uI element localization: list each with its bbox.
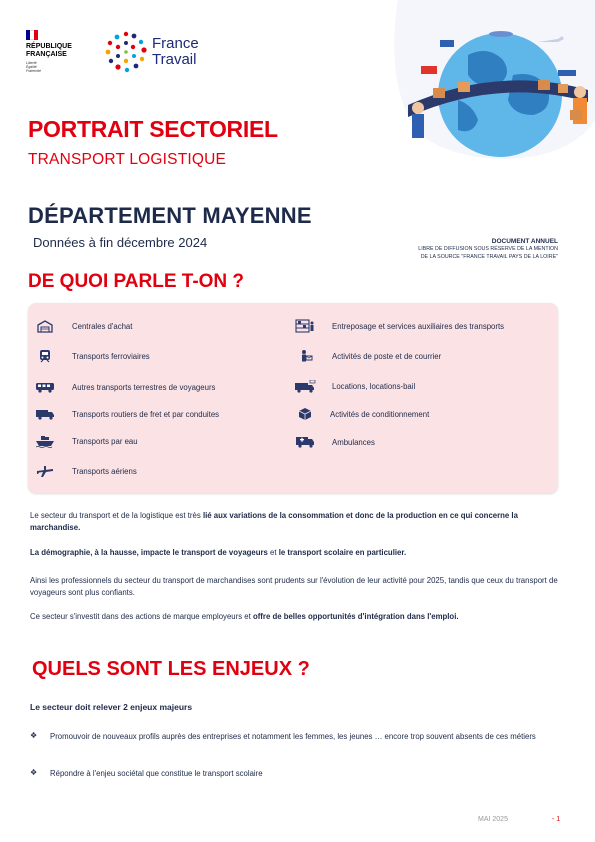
activity-label: Activités de poste et de courrier <box>332 351 442 361</box>
document-notice-line: LIBRE DE DIFFUSION SOUS RÉSERVE DE LA MENTION <box>418 246 558 252</box>
footer-date: MAI 2025 <box>478 816 508 823</box>
document-annual-title: DOCUMENT ANNUEL <box>491 238 558 245</box>
rental-truck-icon <box>294 379 316 393</box>
activity-item <box>294 435 375 449</box>
data-date-label: Données à fin décembre 2024 <box>33 235 208 250</box>
activity-item <box>294 407 429 421</box>
activity-item <box>294 379 415 393</box>
postman-icon <box>294 349 316 363</box>
activity-label: Locations, locations-bail <box>332 381 416 391</box>
ship-icon <box>34 434 56 448</box>
rf-name-line: FRANÇAISE <box>26 51 67 58</box>
challenge-text: Répondre à l'enjeu sociétal que constitue le transport scolaire <box>50 769 263 778</box>
bus-icon <box>34 380 56 394</box>
paragraph-sector-context: Le secteur du transport et de la logistique est très lié aux variations de la consommation et donc de la production en ce qui concerne la marchandise. <box>30 511 518 532</box>
activity-label: Autres transports terrestres de voyageurs <box>72 382 216 392</box>
package-icon <box>294 407 316 421</box>
ambulance-icon <box>294 435 316 449</box>
diamond-bullet-icon: ❖ <box>30 768 38 777</box>
section-title-challenges: QUELS SONT LES ENJEUX ? <box>32 658 310 680</box>
activity-item <box>34 380 215 394</box>
activity-label: Centrales d'achat <box>72 321 133 331</box>
page-title: PORTRAIT SECTORIEL <box>28 116 278 142</box>
activity-label: Activités de conditionnement <box>330 409 430 419</box>
warehouse-icon <box>34 319 56 333</box>
activity-item <box>294 319 504 333</box>
activity-label: Ambulances <box>332 437 375 447</box>
airplane-icon <box>34 464 56 478</box>
activity-item <box>34 349 150 363</box>
challenge-item <box>30 768 565 779</box>
france-travail-dots-icon <box>104 30 148 74</box>
challenges-intro: Le secteur doit relever 2 enjeux majeurs <box>30 702 193 712</box>
activity-item <box>294 349 441 363</box>
page-number: - 1 <box>552 816 561 823</box>
rf-motto: Liberté Égalité Fraternité <box>26 61 41 73</box>
activity-label: Transports routiers de fret et par conduites <box>72 409 220 419</box>
activity-label: Transports par eau <box>72 436 138 446</box>
challenge-text: Promouvoir de nouveaux profils auprès des entreprises et notamment les femmes, les jeunes … encore trop souvent absents de ces métiers <box>50 732 536 741</box>
activity-item <box>34 434 138 448</box>
activity-label: Entreposage et services auxiliaires des transports <box>332 321 505 331</box>
activity-item <box>34 319 132 333</box>
challenge-item <box>30 731 565 742</box>
document-notice-line: DE LA SOURCE "FRANCE TRAVAIL PAYS DE LA LOIRE" <box>420 254 558 260</box>
storage-icon <box>294 319 316 333</box>
rf-name-line: RÉPUBLIQUE <box>26 43 72 50</box>
train-icon <box>34 349 56 363</box>
france-travail-logo <box>104 30 199 74</box>
page-subtitle: TRANSPORT LOGISTIQUE <box>28 151 227 168</box>
truck-icon <box>34 407 56 421</box>
department-title: DÉPARTEMENT MAYENNE <box>28 203 312 228</box>
logistics-globe-illustration <box>388 0 595 160</box>
french-flag-icon <box>26 30 38 40</box>
paragraph-demography: La démographie, à la hausse, impacte le transport de voyageurs et le transport scolaire en particulier. <box>30 548 407 557</box>
document-notice <box>340 238 558 261</box>
paragraph-employer-brand: Ce secteur s'investit dans des actions de marque employeurs et offre de belles opportunités d'intégration dans l'emploi. <box>30 612 459 621</box>
page-header <box>0 0 595 115</box>
section-title-definition: DE QUOI PARLE T-ON ? <box>28 271 245 292</box>
activity-label: Transports aériens <box>72 466 137 476</box>
activity-item <box>34 407 219 421</box>
diamond-bullet-icon: ❖ <box>30 731 38 740</box>
activity-label: Transports ferroviaires <box>72 351 150 361</box>
republique-francaise-logo <box>26 30 96 73</box>
activities-box <box>28 303 558 493</box>
france-travail-name: France Travail <box>152 35 199 68</box>
paragraph-outlook: Ainsi les professionnels du secteur du transport de marchandises sont prudents sur l'évolution de leur activité pour 2025, tandis que ceux du transport de voyageurs sont plus confiants. <box>30 576 558 597</box>
activity-item <box>34 464 137 478</box>
